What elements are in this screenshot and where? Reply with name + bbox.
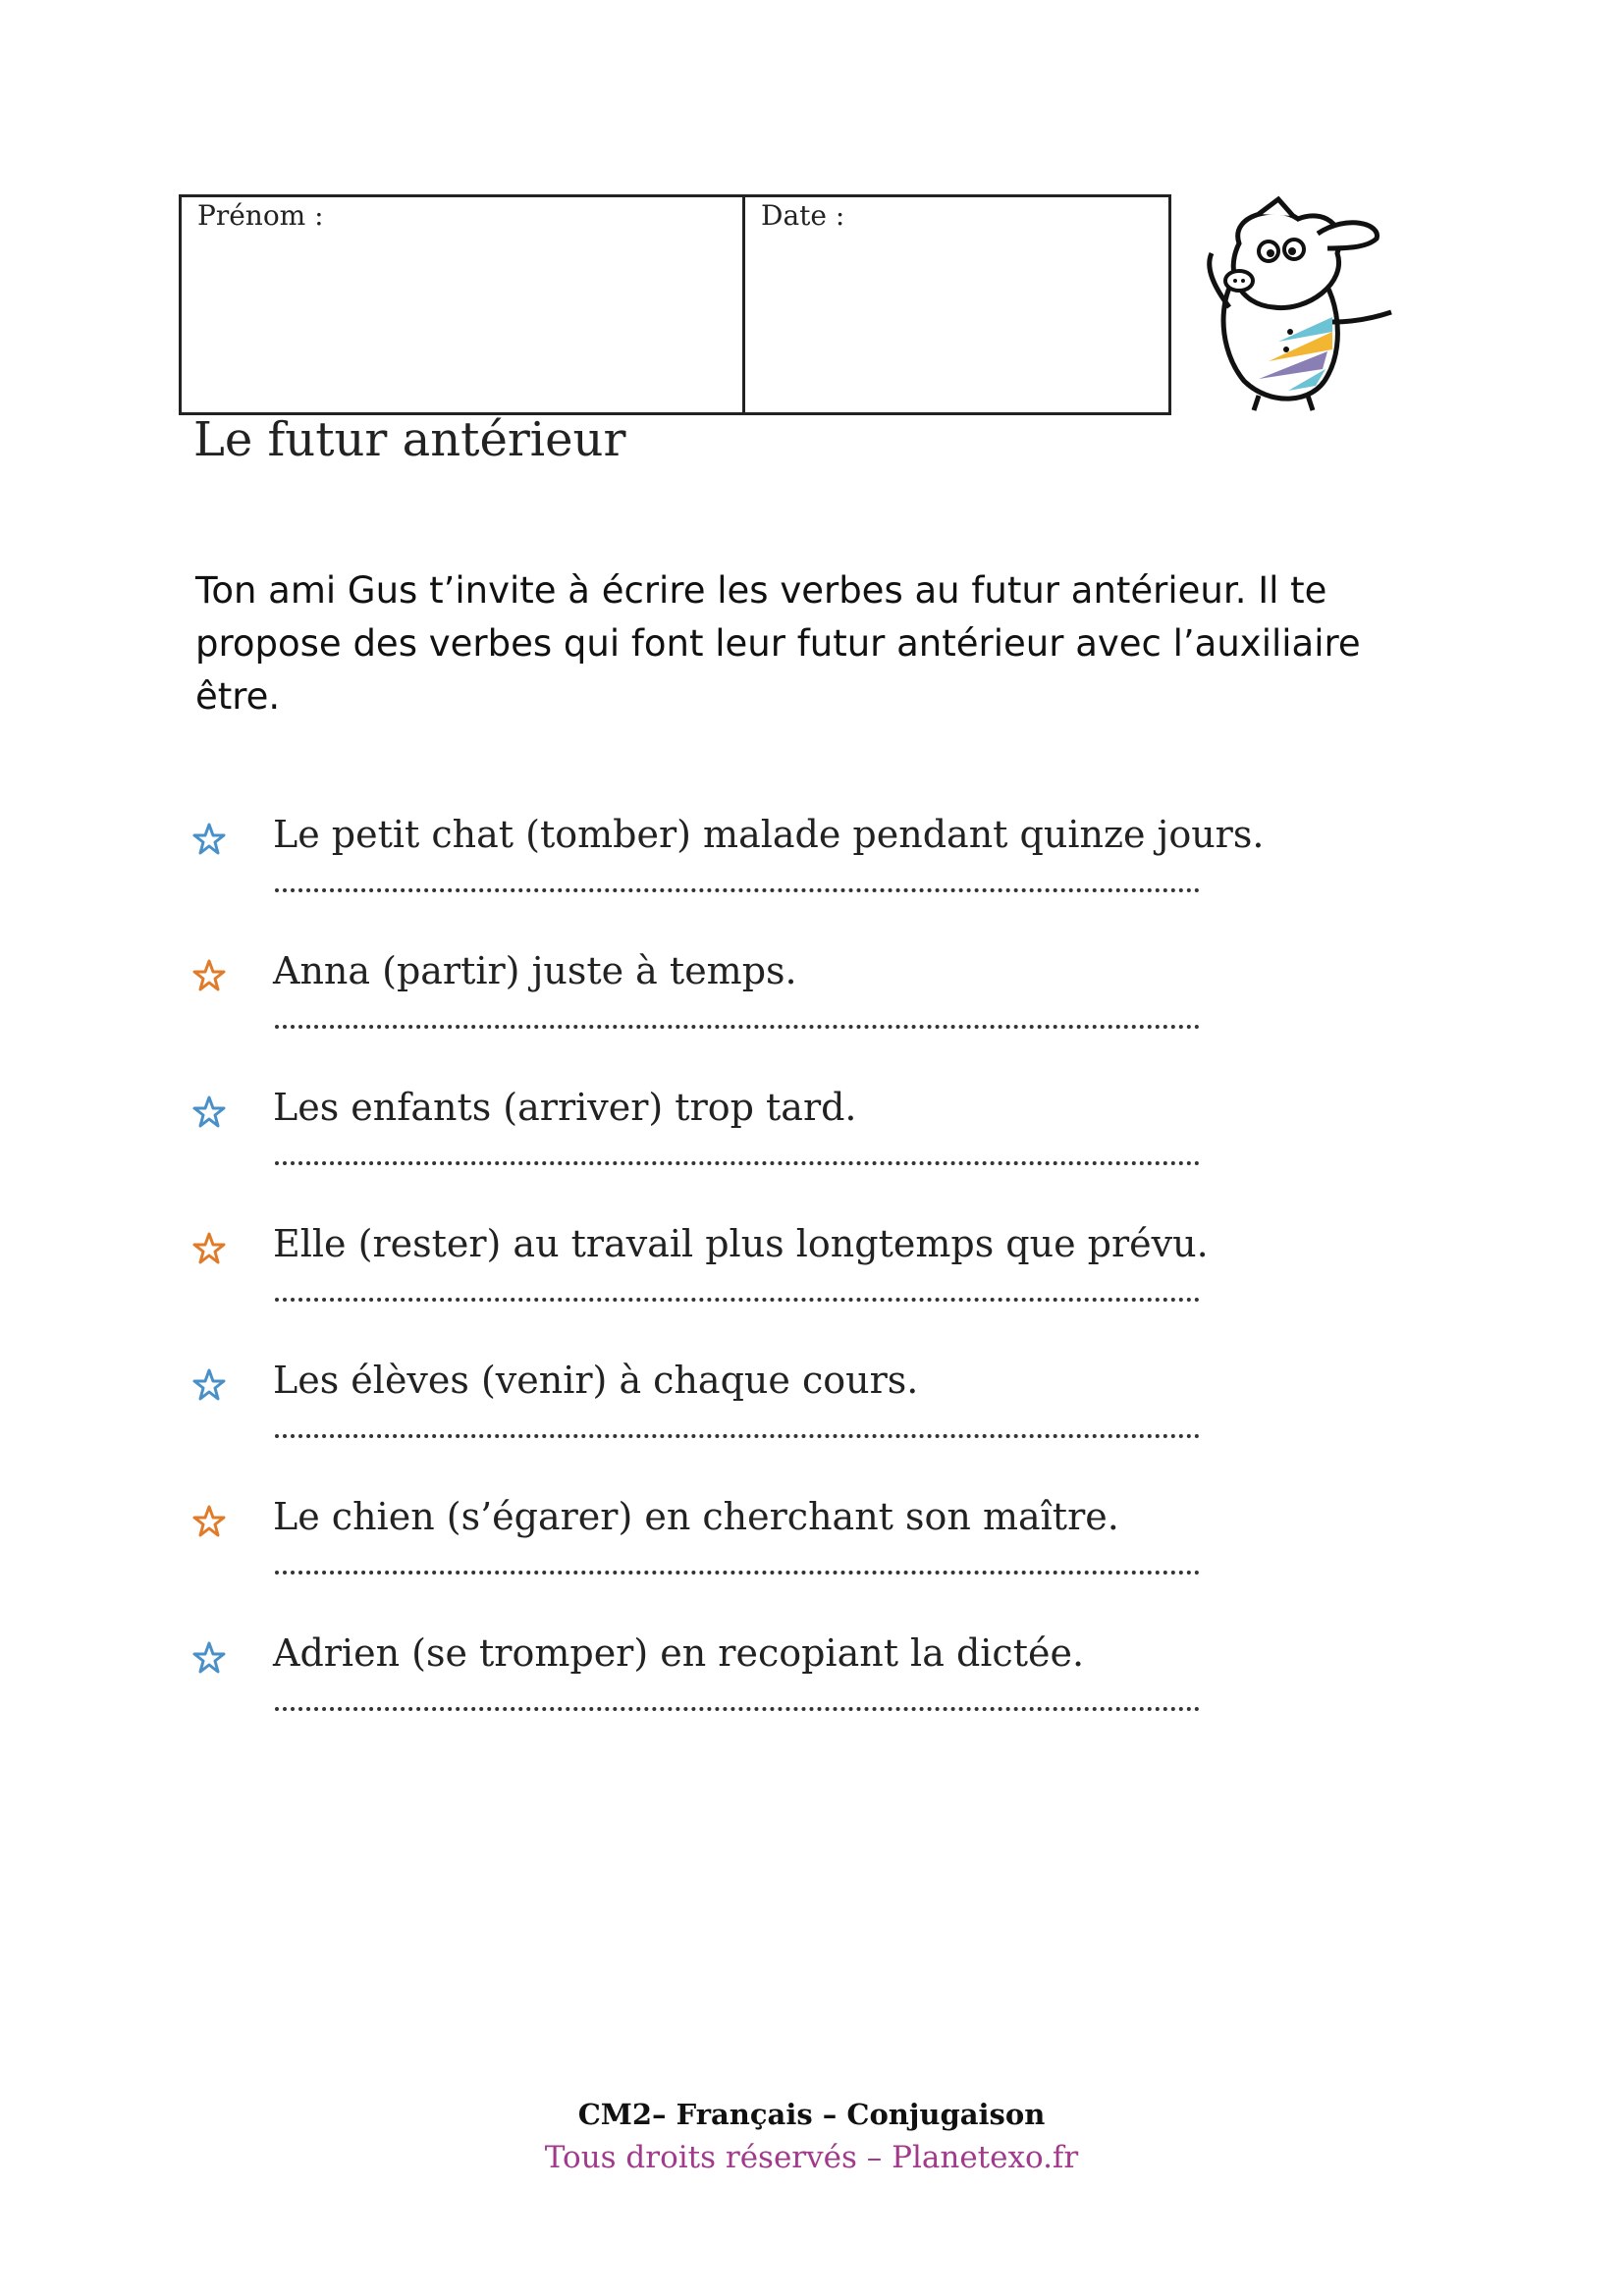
star-icon [192, 823, 226, 856]
instruction-text: Ton ami Gus t’invite à écrire les verbes au futur antérieur. Il te propose des verbes qui font leur futur antérieur avec l’auxiliaire être. [195, 569, 1361, 718]
answer-line[interactable] [275, 1571, 1200, 1575]
star-icon [192, 1641, 226, 1675]
exercise-sentence: Le petit chat (tomber) malade pendant quinze jours. [273, 813, 1265, 856]
prenom-label: Prénom : [197, 199, 324, 232]
answer-line[interactable] [275, 1161, 1200, 1165]
date-field[interactable] [745, 197, 1168, 412]
exercise-item [192, 1359, 1272, 1495]
star-icon [192, 1368, 226, 1402]
answer-line[interactable] [275, 1298, 1200, 1302]
exercise-sentence: Les élèves (venir) à chaque cours. [273, 1359, 919, 1402]
date-label: Date : [761, 199, 845, 232]
exercise-sentence: Les enfants (arriver) trop tard. [273, 1086, 857, 1129]
answer-line[interactable] [275, 1434, 1200, 1438]
star-icon [192, 1505, 226, 1538]
sheep-mascot-icon [1200, 194, 1414, 415]
exercise-sentence: Anna (partir) juste à temps. [273, 949, 797, 992]
exercise-sentence: Le chien (s’égarer) en cherchant son maître. [273, 1495, 1119, 1538]
star-icon [192, 1232, 226, 1265]
exercise-list [192, 813, 1272, 1768]
exercise-item [192, 949, 1272, 1086]
exercise-item [192, 1086, 1272, 1222]
exercise-item [192, 1222, 1272, 1359]
exercise-item [192, 1495, 1272, 1631]
page-title: Le futur antérieur [193, 412, 626, 467]
exercise-item [192, 813, 1272, 949]
answer-line[interactable] [275, 1707, 1200, 1711]
prenom-field[interactable] [182, 197, 745, 412]
answer-line[interactable] [275, 1025, 1200, 1029]
star-icon [192, 1095, 226, 1129]
exercise-item [192, 1631, 1272, 1768]
student-info-box [179, 194, 1171, 415]
answer-line[interactable] [275, 888, 1200, 892]
footer-subject: CM2– Français – Conjugaison [577, 2098, 1046, 2131]
star-icon [192, 959, 226, 992]
footer-copyright-link[interactable]: Tous droits réservés – Planetexo.fr [544, 2140, 1079, 2175]
exercise-sentence: Adrien (se tromper) en recopiant la dictée. [273, 1631, 1085, 1675]
exercise-sentence: Elle (rester) au travail plus longtemps que prévu. [273, 1222, 1209, 1265]
